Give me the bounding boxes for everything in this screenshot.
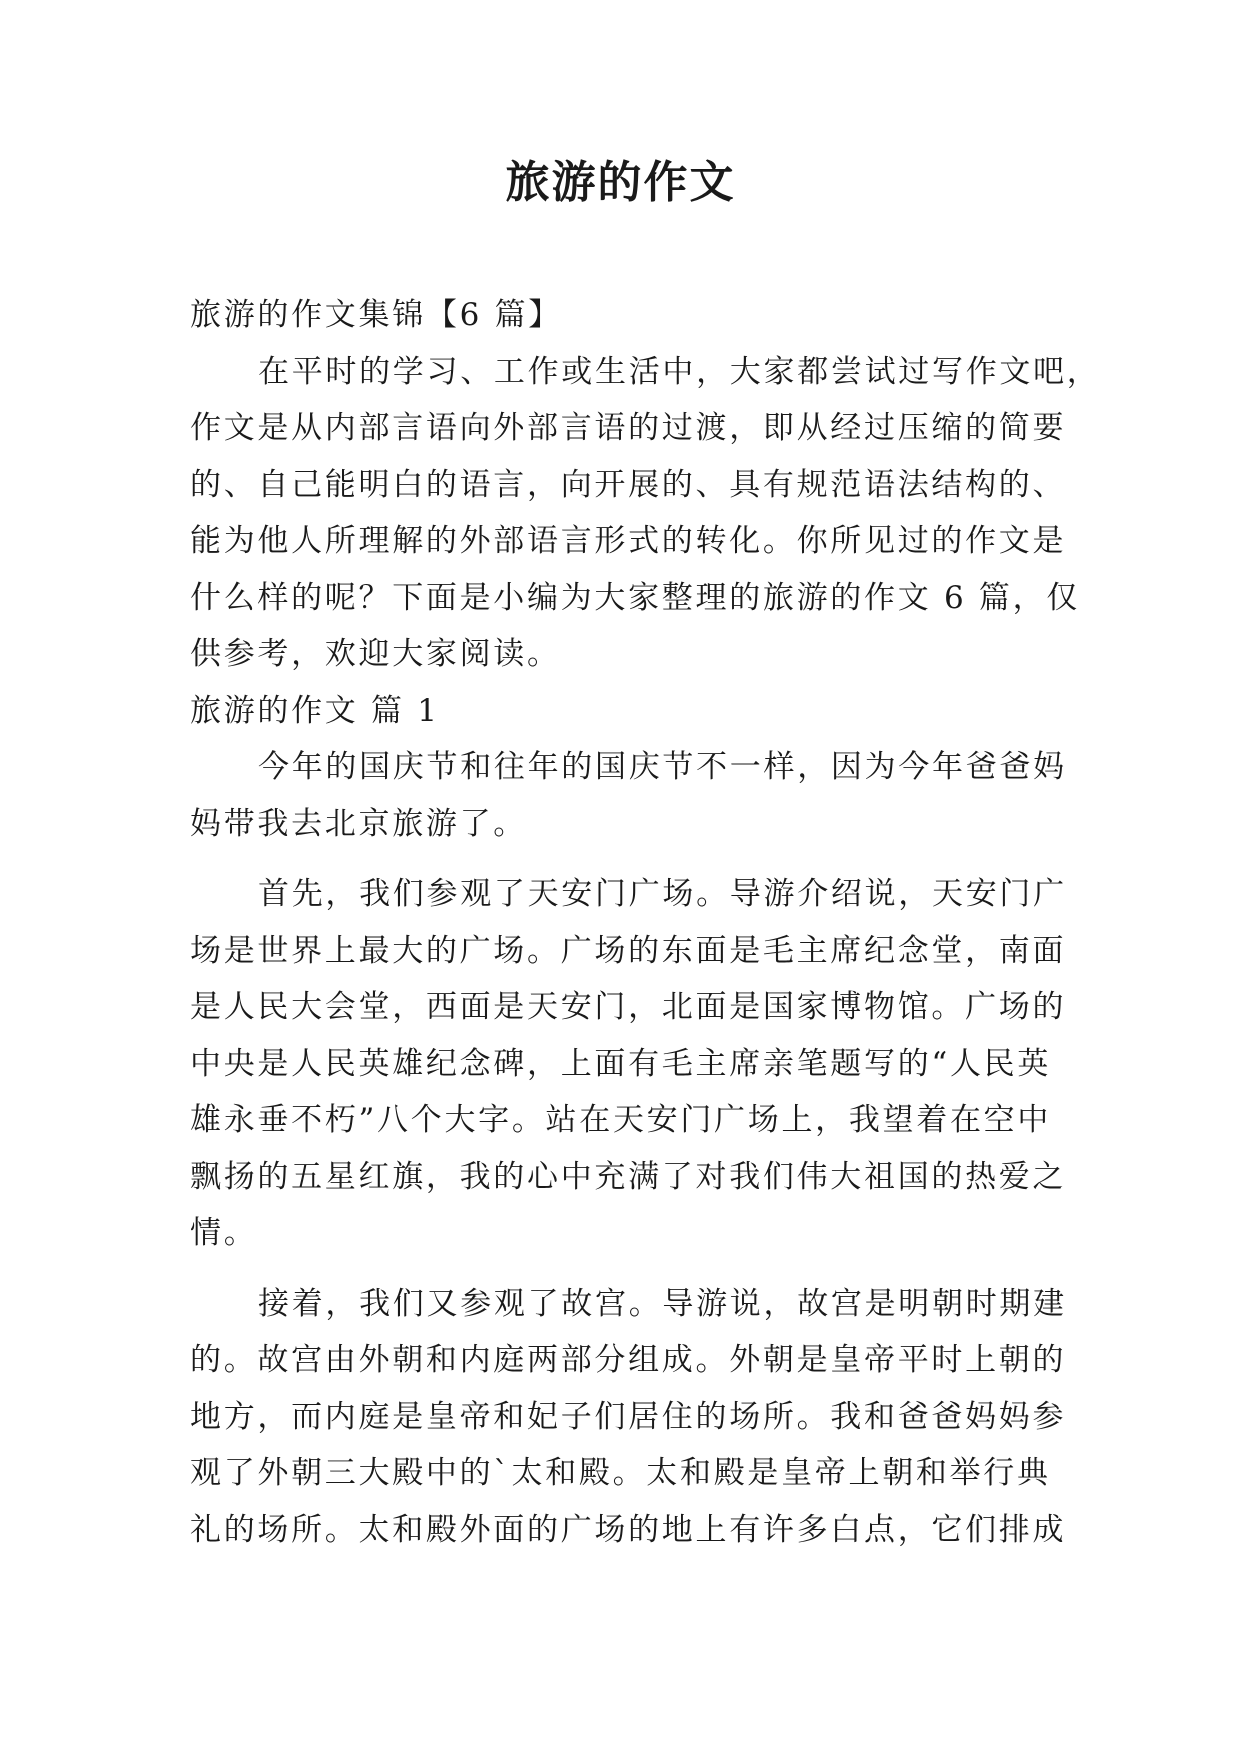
text-line: 雄永垂不朽”八个大字。站在天安门广场上，我望着在空中 xyxy=(190,1102,1052,1138)
text-line: 在平时的学习、工作或生活中，大家都尝试过写作文吧， xyxy=(258,353,1101,390)
text-line: 什么样的呢？下面是小编为大家整理的旅游的作文 6 篇，仅 xyxy=(190,579,1081,616)
text-line: 旅游的作文集锦【6 篇】 xyxy=(190,297,562,333)
text-line: 地方，而内庭是皇帝和妃子们居住的场所。我和爸爸妈妈参 xyxy=(190,1398,1067,1435)
document-body xyxy=(190,287,1101,1558)
text-line: 观了外朝三大殿中的`太和殿。太和殿是皇帝上朝和举行典 xyxy=(190,1455,1051,1491)
text-line: 妈带我去北京旅游了。 xyxy=(190,805,527,842)
text-line: 的。故宫由外朝和内庭两部分组成。外朝是皇帝平时上朝的 xyxy=(190,1342,1067,1378)
text-line: 飘扬的五星红旗，我的心中充满了对我们伟大祖国的热爱之 xyxy=(190,1158,1067,1195)
text-line: 能为他人所理解的外部语言形式的转化。你所见过的作文是 xyxy=(190,523,1067,559)
text-line: 旅游的作文 篇 1 xyxy=(190,692,440,729)
text-line: 礼的场所。太和殿外面的广场的地上有许多白点，它们排成 xyxy=(190,1511,1067,1548)
text-line: 场是世界上最大的广场。广场的东面是毛主席纪念堂，南面 xyxy=(190,932,1067,969)
text-line: 接着，我们又参观了故宫。导游说，故宫是明朝时期建 xyxy=(258,1285,1067,1322)
text-line: 是人民大会堂，西面是天安门，北面是国家博物馆。广场的 xyxy=(190,989,1067,1025)
text-line: 首先，我们参观了天安门广场。导游介绍说，天安门广 xyxy=(258,876,1067,912)
text-line: 供参考，欢迎大家阅读。 xyxy=(190,636,561,672)
text-line: 作文是从内部言语向外部言语的过渡，即从经过压缩的简要 xyxy=(190,410,1067,446)
text-line: 的、自己能明白的语言，向开展的、具有规范语法结构的、 xyxy=(190,466,1067,503)
document-title: 旅游的作文 xyxy=(505,157,736,208)
text-line: 今年的国庆节和往年的国庆节不一样，因为今年爸爸妈 xyxy=(258,749,1067,785)
text-line: 中央是人民英雄纪念碑，上面有毛主席亲笔题写的“人民英 xyxy=(190,1045,1052,1082)
text-line: 情。 xyxy=(190,1215,258,1251)
